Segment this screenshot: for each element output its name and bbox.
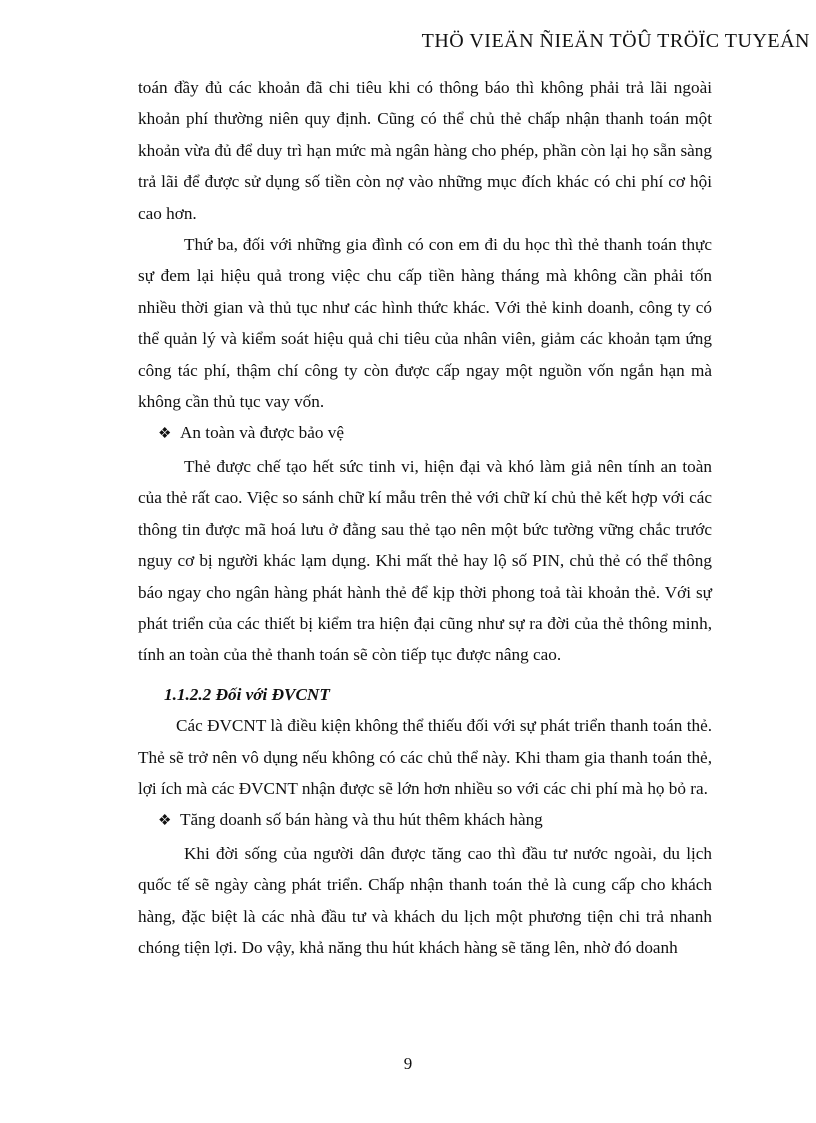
bullet-item-safety: [138, 417, 712, 450]
diamond-bullet-icon: ❖: [158, 813, 172, 830]
diamond-bullet-icon: ❖: [158, 426, 172, 443]
bullet-item-sales: [138, 804, 712, 837]
paragraph-third-point: Thứ ba, đối với những gia đình có con em đi du học thì thẻ thanh toán thực sự đem lại hiệu quả trong việc chu cấp tiền hàng tháng mà không cần phải tốn nhiều thời gian và thủ tục như các hình thức khác. Với thẻ kinh doanh, công ty có thể quản lý và kiểm soát hiệu quả chi tiêu của nhân viên, giảm các khoản tạm ứng công tác phí, thậm chí công ty còn được cấp ngay một nguồn vốn ngắn hạn mà không cần thủ tục vay vốn.: [138, 235, 712, 412]
document-body: [138, 72, 712, 963]
paragraph-safety: Thẻ được chế tạo hết sức tinh vi, hiện đại và khó làm giả nên tính an toàn của thẻ rất cao. Việc so sánh chữ kí mẫu trên thẻ với chữ kí chủ thẻ kết hợp với các thông tin được mã hoá lưu ở đằng sau thẻ tạo nên một bức tường vững chắc trước nguy cơ bị người khác lạm dụng. Khi mất thẻ hay lộ số PIN, chủ thẻ có thể thông báo ngay cho ngân hàng phát hành thẻ để kịp thời phong toả tài khoản thẻ. Với sự phát triển của các thiết bị kiểm tra hiện đại cũng như sự ra đời của thẻ thông minh, tính an toàn của thẻ thanh toán sẽ còn tiếp tục được nâng cao.: [138, 456, 712, 665]
page-header: THÖ VIEÄN ÑIEÄN TÖÛ TRÖÏC TUYEÁN: [421, 30, 810, 52]
page-number: 9: [403, 1054, 413, 1073]
paragraph-merchants: Các ĐVCNT là điều kiện không thể thiếu đối với sự phát triển thanh toán thẻ. Thẻ sẽ trở nên vô dụng nếu không có các chủ thể này. Khi tham gia thanh toán thẻ, lợi ích mà các ĐVCNT nhận được sẽ lớn hơn nhiều so với các chi phí mà họ bỏ ra.: [138, 716, 712, 798]
bullet-label: An toàn và được bảo vệ: [180, 423, 344, 443]
paragraph-continuation: toán đầy đủ các khoản đã chi tiêu khi có thông báo thì không phải trả lãi ngoài khoản phí thường niên quy định. Cũng có thể chủ thẻ chấp nhận thanh toán một khoản vừa đủ để duy trì hạn mức mà ngân hàng cho phép, phần còn lại họ sẵn sàng trả lãi để được sử dụng số tiền còn nợ vào những mục đích khác có chi phí cơ hội cao hơn.: [138, 78, 712, 223]
bullet-label: Tăng doanh số bán hàng và thu hút thêm khách hàng: [180, 810, 543, 830]
section-heading: 1.1.2.2 Đối với ĐVCNT: [164, 684, 330, 704]
paragraph-sales: Khi đời sống của người dân được tăng cao thì đầu tư nước ngoài, du lịch quốc tế sẽ ngày càng phát triển. Chấp nhận thanh toán thẻ là cung cấp cho khách hàng, đặc biệt là các nhà đầu tư và khách du lịch một phương tiện chi trả nhanh chóng tiện lợi. Do vậy, khả năng thu hút khách hàng sẽ tăng lên, nhờ đó doanh: [138, 843, 712, 957]
